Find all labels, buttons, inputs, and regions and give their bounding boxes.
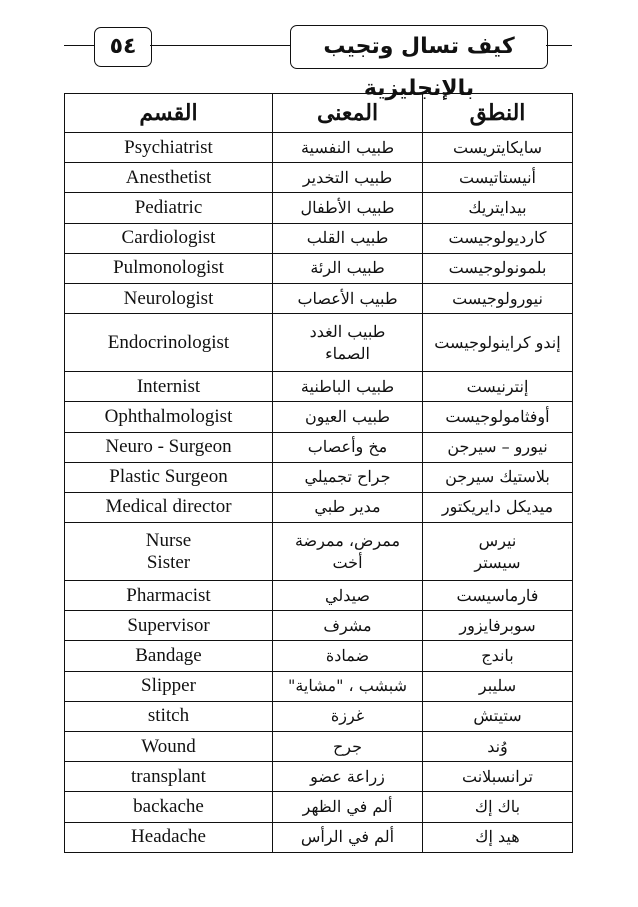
pronunciation-text: وُند: [487, 736, 508, 756]
english-term-cell: [65, 283, 273, 313]
english-term-cell: [65, 822, 273, 852]
english-term-text: Plastic Surgeon: [109, 466, 228, 488]
english-term-text: Psychiatrist: [124, 136, 213, 158]
meaning-cell: [273, 283, 423, 313]
pronunciation-cell: [423, 792, 573, 822]
pronunciation-text: سيستر: [474, 552, 521, 572]
pronunciation-cell: [423, 523, 573, 581]
page-title: كيف تسال وتجيب بالإنجليزية: [290, 25, 548, 69]
meaning-text: أخت: [332, 552, 363, 572]
meaning-text: ضمادة: [325, 646, 370, 666]
pronunciation-cell: [423, 372, 573, 402]
english-term-cell: [65, 581, 273, 611]
pronunciation-cell: [423, 492, 573, 522]
meaning-text: الصماء: [325, 343, 370, 363]
pronunciation-cell: [423, 701, 573, 731]
pronunciation-cell: [423, 822, 573, 852]
english-term-text: Nurse: [145, 529, 192, 551]
pronunciation-text: هيد إك: [475, 827, 520, 847]
table-row: [65, 432, 573, 462]
table-row: [65, 671, 573, 701]
table-row: [65, 193, 573, 223]
meaning-cell: [273, 792, 423, 822]
english-term-cell: [65, 732, 273, 762]
english-term-cell: [65, 671, 273, 701]
pronunciation-text: ترانسبلانت: [462, 766, 533, 786]
english-term-text: Headache: [131, 826, 206, 848]
page-number: ٥٤: [94, 27, 152, 67]
english-term-cell: [65, 402, 273, 432]
pronunciation-text: نيرس: [478, 530, 517, 550]
meaning-text: مخ وأعصاب: [307, 437, 388, 457]
table-row: [65, 163, 573, 193]
english-term-text: Cardiologist: [121, 227, 216, 249]
page-header: [0, 0, 638, 101]
english-term-cell: [65, 701, 273, 731]
english-term-text: stitch: [147, 705, 190, 727]
english-term-text: Endocrinologist: [107, 331, 230, 353]
pronunciation-text: أوفثامولوجيست: [445, 406, 550, 426]
pronunciation-cell: [423, 402, 573, 432]
header-rule-middle: [150, 45, 290, 46]
english-term-cell: [65, 372, 273, 402]
english-term-text: Medical director: [105, 496, 232, 518]
pronunciation-cell: [423, 133, 573, 163]
english-term-text: Pharmacist: [126, 584, 211, 606]
meaning-cell: [273, 133, 423, 163]
meaning-text: مدير طبي: [314, 497, 381, 517]
pronunciation-text: كارديولوجيست: [448, 228, 547, 248]
english-term-text: Internist: [136, 375, 201, 397]
english-term-text: Supervisor: [127, 614, 210, 636]
english-term-cell: [65, 492, 273, 522]
table-row: [65, 523, 573, 581]
pronunciation-cell: [423, 193, 573, 223]
english-term-cell: [65, 762, 273, 792]
pronunciation-text: نيورولوجيست: [452, 288, 543, 308]
english-term-text: Slipper: [141, 675, 196, 697]
pronunciation-text: ستيتش: [473, 706, 522, 726]
pronunciation-text: فارماسيست: [456, 585, 539, 605]
meaning-text: طبيب التخدير: [302, 167, 393, 187]
meaning-text: ألم في الرأس: [300, 827, 395, 847]
header-rule-right: [546, 45, 572, 46]
meaning-cell: [273, 432, 423, 462]
english-term-text: Neurologist: [123, 287, 214, 309]
pronunciation-text: باك إك: [474, 796, 521, 816]
column-header-meaning: المعنى: [273, 94, 423, 133]
pronunciation-cell: [423, 611, 573, 641]
english-term-text: Wound: [141, 735, 196, 757]
table-row: [65, 402, 573, 432]
meaning-text: طبيب القلب: [306, 228, 389, 248]
meaning-text: مشرف: [323, 615, 372, 635]
meaning-cell: [273, 314, 423, 372]
pronunciation-cell: [423, 163, 573, 193]
pronunciation-text: ميديكل دايريكتور: [441, 497, 554, 517]
meaning-text: طبيب العيون: [304, 406, 391, 426]
english-term-text: Pulmonologist: [113, 257, 224, 279]
pronunciation-text: إندو كراينولوجيست: [434, 332, 561, 352]
table-row: [65, 253, 573, 283]
pronunciation-cell: [423, 762, 573, 792]
header-rule-left: [64, 45, 94, 46]
meaning-cell: [273, 492, 423, 522]
table-row: [65, 792, 573, 822]
meaning-cell: [273, 701, 423, 731]
meaning-text: طبيب الأطفال: [300, 197, 395, 217]
english-term-text: backache: [133, 795, 204, 817]
english-term-text: Ophthalmologist: [104, 405, 233, 427]
meaning-cell: [273, 671, 423, 701]
english-term-cell: [65, 523, 273, 581]
table-row: [65, 372, 573, 402]
meaning-text: طبيب الغدد: [309, 321, 386, 341]
pronunciation-cell: [423, 641, 573, 671]
pronunciation-text: إنترنيست: [466, 376, 529, 396]
english-term-cell: [65, 253, 273, 283]
pronunciation-text: أنيستاتيست: [459, 167, 536, 187]
meaning-text: طبيب النفسية: [300, 137, 395, 157]
meaning-cell: [273, 223, 423, 253]
meaning-text: جراح تجميلي: [304, 467, 391, 487]
english-term-text: transplant: [131, 765, 206, 787]
english-term-cell: [65, 314, 273, 372]
pronunciation-text: سليبر: [478, 676, 517, 696]
table-row: [65, 641, 573, 671]
pronunciation-cell: [423, 462, 573, 492]
table-row: [65, 283, 573, 313]
meaning-text: طبيب الباطنية: [300, 376, 395, 396]
meaning-cell: [273, 762, 423, 792]
meaning-text: غرزة: [330, 706, 365, 726]
pronunciation-text: سوبرفايزور: [459, 615, 536, 635]
meaning-cell: [273, 523, 423, 581]
meaning-text: زراعة عضو: [310, 766, 385, 786]
meaning-cell: [273, 372, 423, 402]
pronunciation-text: بيدايتريك: [468, 197, 527, 217]
pronunciation-cell: [423, 671, 573, 701]
pronunciation-text: بلاستيك سيرجن: [445, 467, 550, 487]
english-term-text: Pediatric: [134, 196, 203, 218]
pronunciation-cell: [423, 432, 573, 462]
meaning-text: جرح: [332, 736, 363, 756]
english-term-text: Bandage: [135, 645, 202, 667]
table-header-row: [65, 94, 573, 133]
pronunciation-text: سايكايتريست: [453, 137, 542, 157]
table-row: [65, 762, 573, 792]
pronunciation-cell: [423, 253, 573, 283]
english-term-cell: [65, 223, 273, 253]
english-term-text: Anesthetist: [125, 166, 212, 188]
table-row: [65, 701, 573, 731]
vocabulary-table: [64, 93, 573, 853]
table-row: [65, 133, 573, 163]
english-term-cell: [65, 193, 273, 223]
meaning-text: طبيب الأعصاب: [297, 288, 398, 308]
english-term-cell: [65, 163, 273, 193]
meaning-text: طبيب الرئة: [310, 258, 385, 278]
english-term-cell: [65, 432, 273, 462]
pronunciation-cell: [423, 223, 573, 253]
meaning-text: شبشب ، "مشاية": [287, 676, 408, 696]
column-header-section: القسم: [65, 94, 273, 133]
pronunciation-text: بلمونولوجيست: [448, 258, 547, 278]
meaning-cell: [273, 822, 423, 852]
english-term-cell: [65, 133, 273, 163]
pronunciation-text: نيورو – سيرجن: [447, 437, 548, 457]
meaning-cell: [273, 163, 423, 193]
meaning-text: ألم في الظهر: [302, 796, 393, 816]
meaning-text: ممرض، ممرضة: [294, 530, 401, 550]
table-row: [65, 462, 573, 492]
meaning-text: صيدلي: [324, 585, 371, 605]
pronunciation-cell: [423, 732, 573, 762]
pronunciation-text: باندج: [481, 646, 514, 666]
pronunciation-cell: [423, 283, 573, 313]
table-row: [65, 581, 573, 611]
english-term-text: Sister: [146, 551, 191, 573]
table-row: [65, 732, 573, 762]
pronunciation-cell: [423, 581, 573, 611]
english-term-cell: [65, 462, 273, 492]
meaning-cell: [273, 462, 423, 492]
english-term-cell: [65, 641, 273, 671]
table-row: [65, 611, 573, 641]
column-header-pronunciation: النطق: [423, 94, 573, 133]
meaning-cell: [273, 193, 423, 223]
meaning-cell: [273, 581, 423, 611]
pronunciation-cell: [423, 314, 573, 372]
meaning-cell: [273, 253, 423, 283]
english-term-cell: [65, 611, 273, 641]
meaning-cell: [273, 641, 423, 671]
table-row: [65, 314, 573, 372]
table-row: [65, 492, 573, 522]
english-term-cell: [65, 792, 273, 822]
table-row: [65, 822, 573, 852]
table-row: [65, 223, 573, 253]
meaning-cell: [273, 402, 423, 432]
meaning-cell: [273, 732, 423, 762]
meaning-cell: [273, 611, 423, 641]
english-term-text: Neuro - Surgeon: [105, 436, 232, 458]
